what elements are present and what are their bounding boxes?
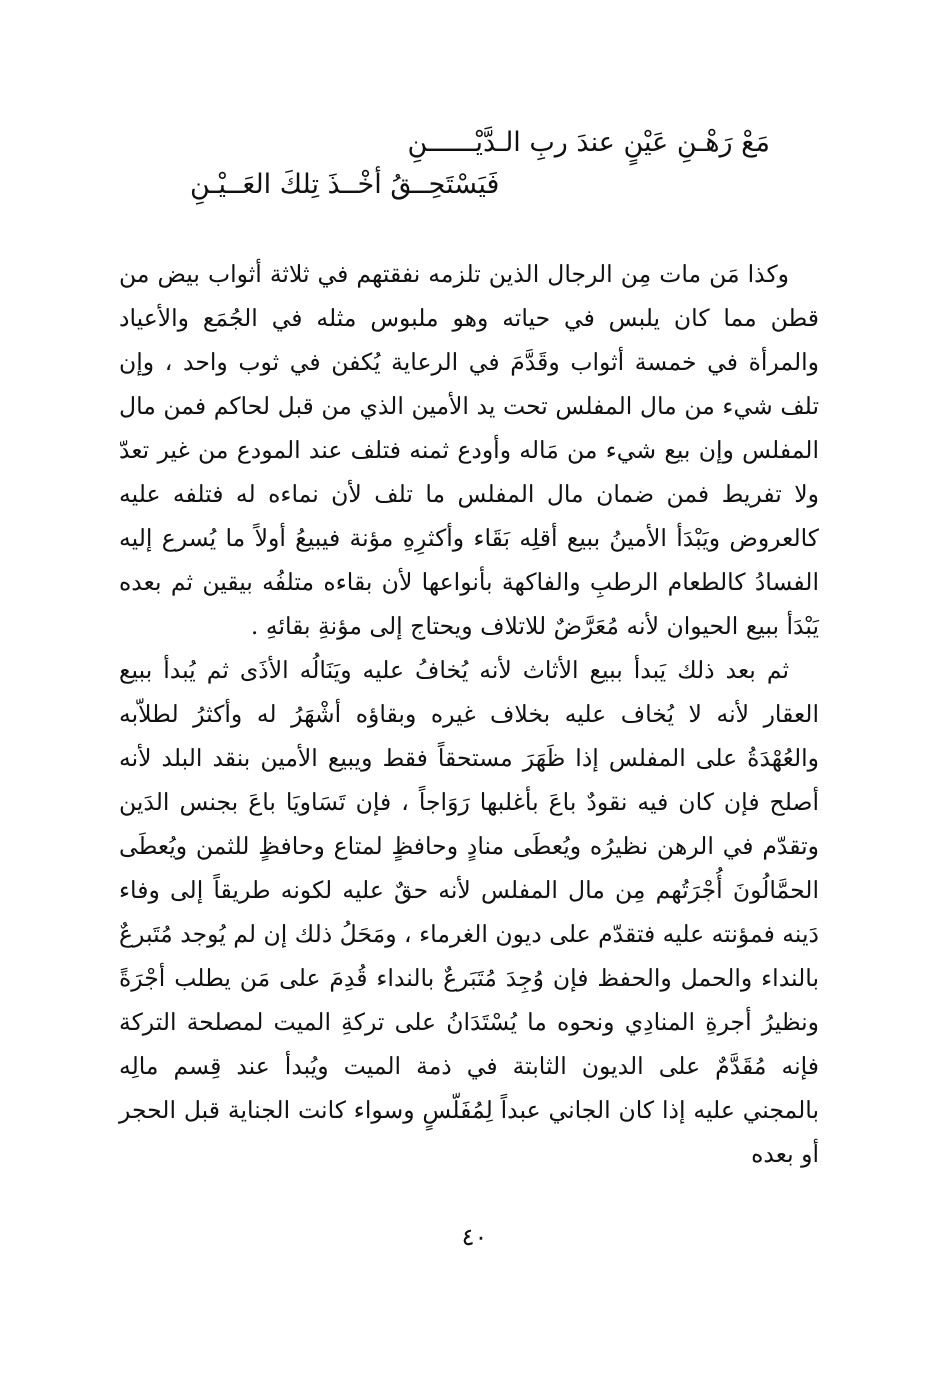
body-text xyxy=(119,252,819,1176)
verse-line-2: فَيَسْتَحِــقُ أخْــذَ تِلكَ العَــيْـنِ xyxy=(190,169,500,200)
page-number: ٤٠ xyxy=(461,1223,488,1251)
verse-line-1: مَعْ رَهْـنِ عَيْنٍ عندَ ربِ الـدَّيْــــــنِ xyxy=(407,127,770,158)
verse-block xyxy=(150,122,790,212)
paragraph-2: ثم بعد ذلك يَبدأ ببيع الأثاث لأنه يُخافُ عليه ويَنَالُه الأذَى ثم يُبدأ ببيع العقار لأنه لا يُخاف عليه بخلاف غيره وبقاؤه أشْهَرُ له وأكثرُ لطلاّبه والعُهْدَةُ على المفلس إذا ظَهَرَ مستحقاً فقط ويبيع الأمين بنقد البلد لأنه أصلح فإن كان فيه نقودٌ باعَ بأغلبها رَوَاجاً ، فإن تَسَاويَا باعَ بجنس الدَين وتقدّم في الرهن نظيرُه ويُعطَى منادٍ وحافظٍ لمتاع وحافظٍ للثمن ويُعطَى الحمَّالُونَ أُجْرَتُهم مِن مال المفلس لأنه حقٌ عليه لكونه طريقاً إلى وفاء دَينه فمؤنته عليه فتقدّم على ديون الغرماء ، ومَحَلُ ذلك إن لم يُوجد مُتَبرعٌ بالنداء والحمل والحفظ فإن وُجِدَ مُتَبَرعٌ بالنداء قُدِمَ على مَن يطلب أجْرَةً ونظيرُ أجرةِ المنادِي ونحوه ما يُسْتَدَانُ على تركةِ الميت لمصلحة التركة فإنه مُقَدَّمٌ على الديون الثابتة في ذمة الميت ويُبدأ عند قِسم مالِه بالمجني عليه إذا كان الجاني عبداً لِمُفَلّسٍ وسواء كانت الجناية قبل الحجر أو بعده xyxy=(119,656,819,1168)
paragraph-1: وكذا مَن مات مِن الرجال الذين تلزمه نفقتهم في ثلاثة أثواب بيض من قطن مما كان يلبس في حياته وهو ملبوس مثله في الجُمَع والأعياد والمرأة في خمسة أثواب وقَدَّمَ في الرعاية يُكفن في ثوب واحد ، وإن تلف شيء من مال المفلس تحت يد الأمين الذي من قبل لحاكم فمن مال المفلس وإن بيع شيء من مَاله وأودع ثمنه فتلف عند المودع من غير تعدّ ولا تفريط فمن ضمان مال المفلس ما تلف لأن نماءه له فتلفه عليه كالعروض ويَبْدَأ الأمينُ ببيع أقلِه بَقَاء وأكثرِهِ مؤنة فيبيعُ أولاً ما يُسرع إليه الفسادُ كالطعام الرطبِ والفاكهة بأنواعها لأن بقاءه متلفُه بيقين ثم بعده يَبْدَأ ببيع الحيوان لأنه مُعَرَّضٌ للاتلاف ويحتاج إلى مؤنةِ بقائهِ . xyxy=(119,260,819,640)
